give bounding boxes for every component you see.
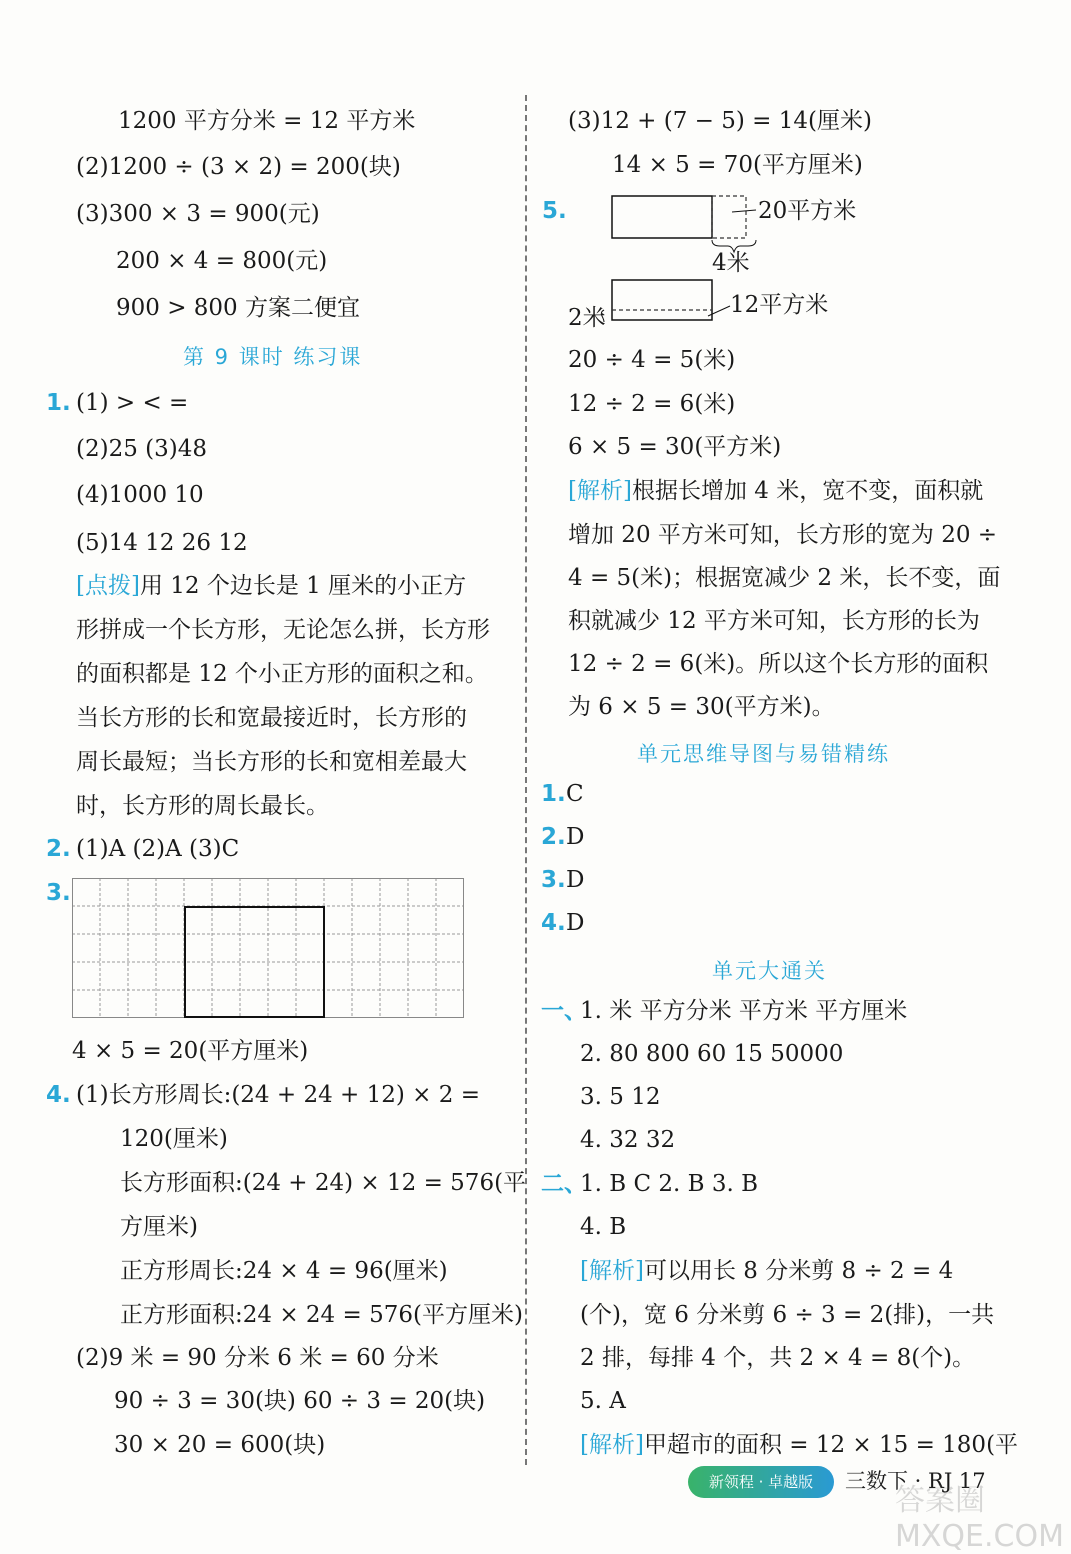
analysis-line: (个)，宽 6 分米剪 6 ÷ 3 = 2(排)，一共 bbox=[580, 1302, 995, 1328]
column-divider bbox=[525, 95, 527, 1465]
part-marker: 二、 bbox=[541, 1171, 587, 1197]
text-line: (3)300 × 3 = 900(元) bbox=[76, 201, 320, 227]
answer-line: D bbox=[566, 824, 585, 850]
tip-line: 当长方形的长和宽最接近时，长方形的 bbox=[76, 705, 467, 731]
section-title: 单元大通关 bbox=[712, 959, 827, 983]
answer-line: 4. B bbox=[580, 1214, 627, 1240]
analysis-line: [解析]甲超市的面积 = 12 × 15 = 180(平 bbox=[580, 1432, 1019, 1458]
text-line: 14 × 5 = 70(平方厘米) bbox=[612, 152, 863, 178]
answer-line: 1. B C 2. B 3. B bbox=[580, 1171, 759, 1197]
question-number: 5. bbox=[542, 198, 567, 224]
answer-line: 90 ÷ 3 = 30(块) 60 ÷ 3 = 20(块) bbox=[114, 1388, 486, 1414]
tip-line: [点拨]用 12 个边长是 1 厘米的小正方 bbox=[76, 573, 467, 599]
analysis-tag: [解析] bbox=[568, 478, 632, 504]
analysis-line: 为 6 × 5 = 30(平方米)。 bbox=[568, 694, 835, 720]
text-line: 12 ÷ 2 = 6(米) bbox=[568, 391, 736, 417]
answer-line: (1) > < = bbox=[76, 390, 189, 416]
answer-line: (1)长方形周长:(24 + 24 + 12) × 2 = bbox=[76, 1082, 480, 1108]
answer-line: (5)14 12 26 12 bbox=[76, 530, 248, 556]
analysis-line: 2 排，每排 4 个，共 2 × 4 = 8(个)。 bbox=[580, 1345, 976, 1371]
answer-line: 120(厘米) bbox=[120, 1126, 228, 1152]
watermark: 答案圈 MXQE.COM bbox=[895, 1483, 1064, 1554]
text-line: 20 ÷ 4 = 5(米) bbox=[568, 347, 736, 373]
answer-line: (2)25 (3)48 bbox=[76, 436, 208, 462]
answer-line: 30 × 20 = 600(块) bbox=[114, 1432, 326, 1458]
text-line: 6 × 5 = 30(平方米) bbox=[568, 434, 782, 460]
analysis-line: 4 = 5(米)；根据宽减少 2 米，长不变，面 bbox=[568, 565, 1001, 591]
answer-line: 4 × 5 = 20(平方厘米) bbox=[72, 1038, 309, 1064]
answer-line: 3. 5 12 bbox=[580, 1084, 661, 1110]
question-number: 1. bbox=[46, 390, 71, 416]
answer-line: C bbox=[566, 781, 584, 807]
tip-tag: [点拨] bbox=[76, 573, 140, 599]
page-footer: 三数下 · RJ 17 bbox=[845, 1469, 986, 1493]
answer-line: D bbox=[566, 867, 585, 893]
answer-line: D bbox=[566, 910, 585, 936]
section-title: 单元思维导图与易错精练 bbox=[637, 742, 890, 766]
analysis-line: [解析]根据长增加 4 米，宽不变，面积就 bbox=[568, 478, 984, 504]
analysis-line: 12 ÷ 2 = 6(米)。所以这个长方形的面积 bbox=[568, 651, 989, 677]
answer-line: (4)1000 10 bbox=[76, 482, 204, 508]
answer-line: 4. 32 32 bbox=[580, 1127, 676, 1153]
analysis-line: 增加 20 平方米可知，长方形的宽为 20 ÷ bbox=[568, 522, 998, 548]
question-number: 3. bbox=[46, 880, 71, 906]
part-marker: 一、 bbox=[541, 998, 587, 1024]
text-line: 1200 平方分米 = 12 平方米 bbox=[118, 108, 416, 134]
text-line: 200 × 4 = 800(元) bbox=[116, 248, 328, 274]
lesson-title: 第 9 课时 练习课 bbox=[183, 345, 363, 369]
text-line: 900 > 800 方案二便宜 bbox=[116, 295, 361, 321]
question-number: 1. bbox=[541, 781, 566, 807]
tip-line: 时，长方形的周长最长。 bbox=[76, 793, 329, 819]
analysis-line: 积就减少 12 平方米可知，长方形的长为 bbox=[568, 608, 980, 634]
answer-line: 方厘米) bbox=[120, 1214, 198, 1240]
tip-line: 的面积都是 12 个小正方形的面积之和。 bbox=[76, 661, 488, 687]
text-line: (3)12 + (7 − 5) = 14(厘米) bbox=[568, 108, 872, 134]
diagram-label: 2米 bbox=[568, 305, 606, 331]
answer-line: (2)9 米 = 90 分米 6 米 = 60 分米 bbox=[76, 1345, 439, 1371]
grid-figure bbox=[72, 878, 464, 1018]
question-number: 2. bbox=[46, 836, 71, 862]
analysis-tag: [解析] bbox=[580, 1258, 644, 1284]
question-number: 4. bbox=[541, 910, 566, 936]
analysis-tag: [解析] bbox=[580, 1432, 644, 1458]
diagram-label: 12平方米 bbox=[730, 292, 829, 318]
answer-line: 5. A bbox=[580, 1388, 626, 1414]
answer-line: 2. 80 800 60 15 50000 bbox=[580, 1041, 844, 1067]
tip-line: 周长最短；当长方形的长和宽相差最大 bbox=[76, 749, 467, 775]
analysis-line: [解析]可以用长 8 分米剪 8 ÷ 2 = 4 bbox=[580, 1258, 954, 1284]
answer-line: 1. 米 平方分米 平方米 平方厘米 bbox=[580, 998, 908, 1024]
question-number: 2. bbox=[541, 824, 566, 850]
question-number: 4. bbox=[46, 1082, 71, 1108]
answer-line: 正方形面积:24 × 24 = 576(平方厘米) bbox=[120, 1302, 523, 1328]
footer-badge: 新领程 · 卓越版 bbox=[688, 1466, 834, 1498]
question-number: 3. bbox=[541, 867, 566, 893]
answer-line: (1)A (2)A (3)C bbox=[76, 836, 240, 862]
answer-line: 长方形面积:(24 + 24) × 12 = 576(平 bbox=[120, 1170, 527, 1196]
answer-line: 正方形周长:24 × 4 = 96(厘米) bbox=[120, 1258, 448, 1284]
text-line: (2)1200 ÷ (3 × 2) = 200(块) bbox=[76, 154, 401, 180]
tip-line: 形拼成一个长方形，无论怎么拼，长方形 bbox=[76, 617, 490, 643]
diagram-label: 4米 bbox=[712, 250, 750, 276]
diagram-label: 20平方米 bbox=[758, 198, 857, 224]
